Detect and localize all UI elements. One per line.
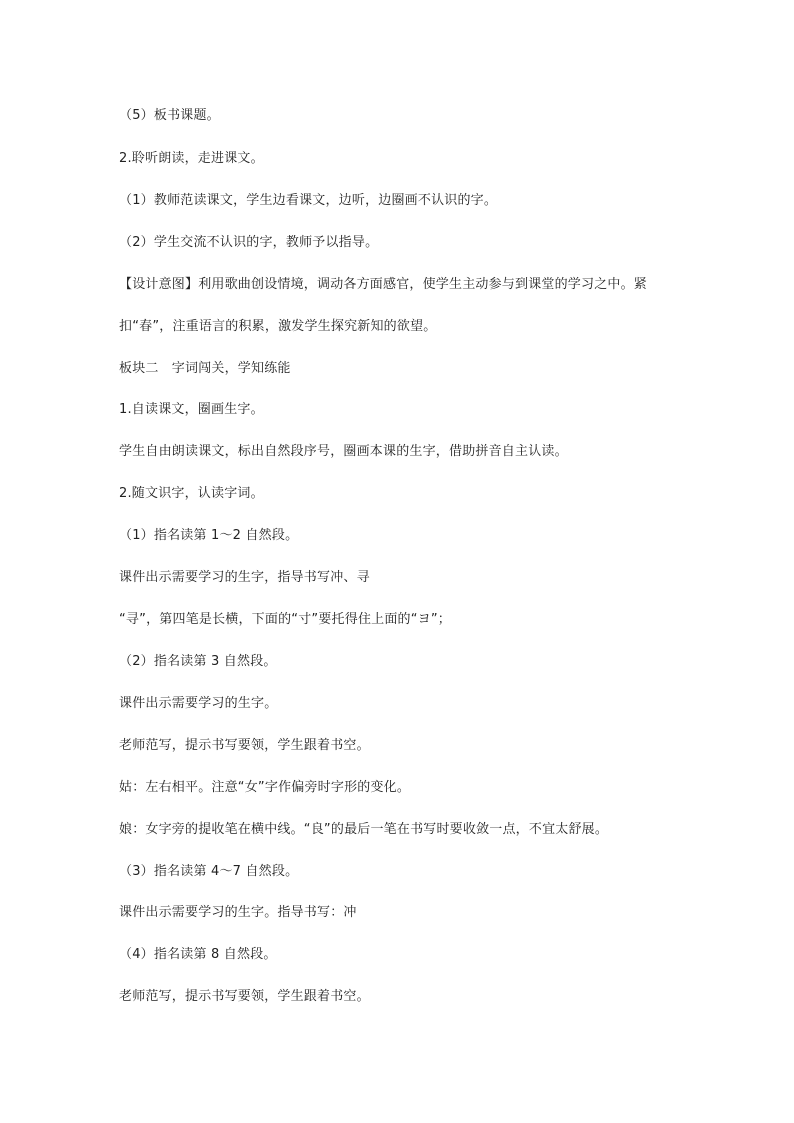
text-line: 1.自读课文，圈画生字。 xyxy=(119,402,264,417)
text-line: 课件出示需要学习的生字。指导书写：冲 xyxy=(119,905,357,920)
text-line: 娘：女字旁的提收笔在横中线。“良”的最后一笔在书写时要收敛一点，不宜太舒展。 xyxy=(119,822,609,837)
text-line: 学生自由朗读课文，标出自然段序号，圈画本课的生字，借助拼音自主认读。 xyxy=(119,444,568,459)
text-line: 课件出示需要学习的生字。 xyxy=(119,696,278,711)
text-line: 扣“春”，注重语言的积累，激发学生探究新知的欲望。 xyxy=(119,319,437,334)
text-line: 老师范写，提示书写要领，学生跟着书空。 xyxy=(119,989,370,1004)
text-line: （2）学生交流不认识的字，教师予以指导。 xyxy=(119,235,379,250)
text-line: （5）板书课题。 xyxy=(119,108,220,123)
text-line: 2.随文识字，认读字词。 xyxy=(119,486,264,501)
text-line: 课件出示需要学习的生字，指导书写冲、寻 xyxy=(119,570,370,585)
text-line: （1）指名读第 1～2 自然段。 xyxy=(119,528,299,543)
section-heading: 板块二 字词闯关，学知练能 xyxy=(119,361,291,376)
text-line: （3）指名读第 4～7 自然段。 xyxy=(119,864,299,879)
text-line: “寻”，第四笔是长横，下面的“寸”要托得住上面的“ヨ”； xyxy=(119,612,452,627)
text-line: 【设计意图】利用歌曲创设情境，调动各方面感官，使学生主动参与到课堂的学习之中。紧 xyxy=(119,277,648,292)
text-line: （4）指名读第 8 自然段。 xyxy=(119,947,277,962)
text-line: 2.聆听朗读，走进课文。 xyxy=(119,151,264,166)
text-line: 姑：左右相平。注意“女”字作偏旁时字形的变化。 xyxy=(119,780,411,795)
text-line: （1）教师范读课文，学生边看课文，边听，边圈画不认识的字。 xyxy=(119,193,498,208)
text-line: （2）指名读第 3 自然段。 xyxy=(119,654,277,669)
text-line: 老师范写，提示书写要领，学生跟着书空。 xyxy=(119,738,370,753)
